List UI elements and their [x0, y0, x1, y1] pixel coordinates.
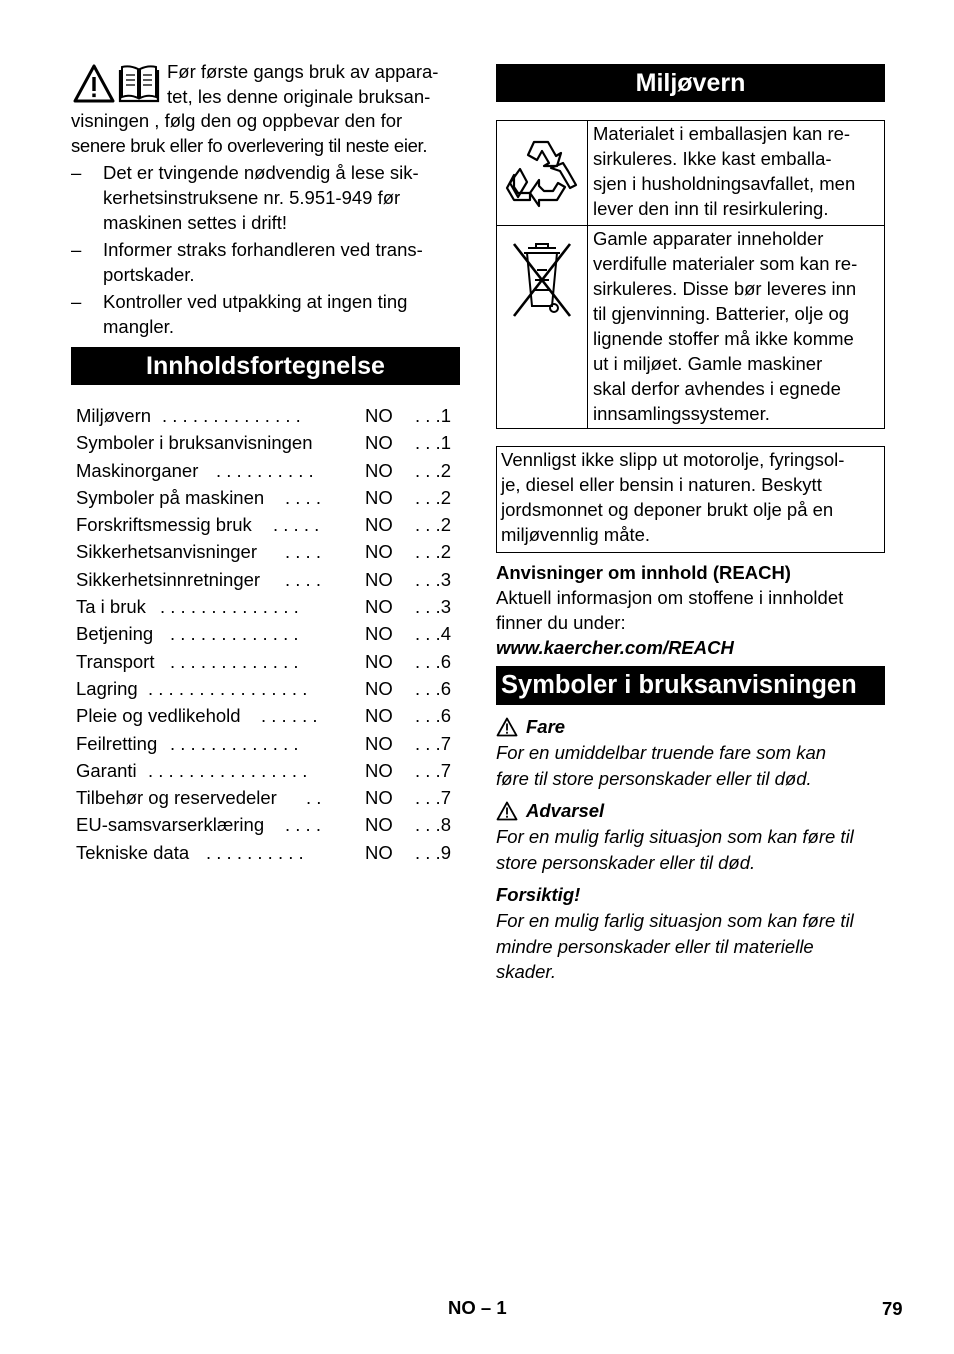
text-line: til gjenvinning. Batterier, olje og	[593, 303, 850, 324]
dash-marker: –	[71, 239, 82, 260]
toc-leader: . . . . . . . . . . . . . .	[162, 405, 301, 426]
bullet-line: Det er tvingende nødvendig å lese sik-	[103, 162, 419, 183]
caution-description	[496, 908, 885, 985]
symbols-section	[496, 713, 885, 985]
toc-page: . . .7	[415, 759, 451, 781]
text-line: skal derfor avhendes i egnede	[593, 378, 841, 399]
toc-section: NO	[365, 787, 393, 809]
toc-section: NO	[365, 814, 393, 836]
toc-entry-tekniske-data[interactable]	[71, 839, 460, 866]
toc-page: . . .8	[415, 814, 451, 836]
toc-entry-garanti[interactable]	[71, 757, 460, 784]
toc-leader: . . . .	[285, 568, 321, 590]
toc-title: Tilbehør og reservedeler	[76, 787, 277, 809]
toc-section: NO	[365, 677, 393, 699]
text-line: føre til store personskader eller til død.	[496, 767, 812, 789]
toc-section: NO	[365, 596, 393, 618]
list-item	[71, 289, 460, 339]
toc-title: Miljøvern	[76, 405, 152, 426]
toc-entry-maskinorganer[interactable]	[71, 457, 460, 484]
toc-page: . . .2	[415, 486, 451, 508]
toc-page: . . .4	[415, 623, 451, 645]
text-line: sirkuleres. Ikke kast emballa-	[593, 148, 832, 169]
bullet-line: kerhetsinstruksene nr. 5.951-949 før	[103, 187, 401, 208]
toc-section: NO	[365, 623, 393, 645]
toc-title: Pleie og vedlikehold	[76, 705, 241, 727]
warning-triangle-icon	[496, 801, 518, 821]
toc-leader: . . . . . .	[261, 705, 318, 727]
text-line: store personskader eller til død.	[496, 851, 756, 873]
toc-entry-lagring[interactable]	[71, 675, 460, 702]
intro-line-1: Før første gangs bruk av appara-	[167, 61, 439, 82]
toc-entry-symboler-pa-maskinen[interactable]	[71, 484, 460, 511]
toc-section: NO	[365, 405, 393, 426]
left-column	[71, 60, 460, 866]
toc-title: Transport	[76, 650, 155, 672]
toc-entry-sikkerhetsanvisninger[interactable]	[71, 538, 460, 565]
toc-title: Sikkerhetsinnretninger	[76, 568, 261, 590]
bullet-line: maskinen settes i drift!	[103, 212, 288, 233]
dash-marker: –	[71, 162, 82, 183]
environment-text-cell	[588, 226, 885, 429]
toc-entry-symboler-i-bruksanvisningen[interactable]	[71, 429, 460, 456]
toc-leader: . . . . . . . . . . . . .	[170, 732, 299, 754]
warning-triangle-icon	[496, 717, 518, 737]
toc-section: NO	[365, 541, 393, 563]
bullet-line: portskader.	[103, 264, 195, 285]
footer-section-label: NO – 1	[448, 1297, 507, 1318]
text-line: Materialet i emballasjen kan re-	[593, 123, 851, 144]
toc-section: NO	[365, 650, 393, 672]
toc-title: Feilretting	[76, 732, 158, 754]
text-line: mindre personskader eller til materielle	[496, 935, 814, 957]
text-line: For en umiddelbar truende fare som kan	[496, 742, 827, 763]
toc-title: Symboler på maskinen	[76, 486, 265, 508]
toc-section: NO	[365, 568, 393, 590]
reach-heading: Anvisninger om innhold (REACH)	[496, 562, 791, 583]
toc-section: NO	[365, 759, 393, 781]
toc-title: Symboler i bruksanvisningen	[76, 432, 313, 454]
toc-section: NO	[365, 732, 393, 754]
text-line: finner du under:	[496, 612, 626, 633]
toc-page: . . .6	[415, 650, 451, 672]
text-line: miljøvennlig måte.	[501, 524, 651, 545]
intro-line-3: visningen , følg den og oppbevar den for	[71, 110, 403, 131]
toc-section: NO	[365, 514, 393, 536]
bullet-line: Informer straks forhandleren ved trans-	[103, 239, 423, 260]
intro-line-4: senere bruk eller fo overlevering til neste eier.	[71, 134, 428, 156]
toc-page: . . .7	[415, 787, 451, 809]
dash-marker: –	[71, 291, 82, 312]
toc-title: Lagring	[76, 677, 138, 699]
toc-page: . . .2	[415, 514, 451, 536]
symbols-heading: Symboler i bruksanvisningen	[496, 666, 885, 705]
text-line: innsamlingssystemer.	[593, 403, 770, 424]
intro-line-2: tet, les denne originale bruksan-	[167, 85, 431, 107]
safety-bullet-list	[71, 160, 460, 339]
toc-title: EU-samsvarserklæring	[76, 814, 265, 836]
environment-icon-cell	[497, 226, 588, 429]
toc-leader: . . . . . . . . . . . . . .	[160, 596, 299, 618]
toc-leader: . . . . . . . . . . . . .	[170, 623, 299, 645]
toc-entry-feilretting[interactable]	[71, 730, 460, 757]
toc-leader: . . . .	[285, 486, 321, 508]
warning-description	[496, 824, 885, 875]
crossed-out-bin-icon	[510, 240, 574, 320]
environment-icon-cell	[497, 121, 588, 226]
toc-page: . . .1	[415, 432, 451, 454]
toc-section: NO	[365, 841, 393, 863]
text-line: jordsmonnet og deponer brukt olje på en	[501, 499, 834, 520]
text-line: Aktuell informasjon om stoffene i innholdet	[496, 587, 844, 608]
toc-section: NO	[365, 432, 393, 454]
intro-icons	[71, 62, 161, 106]
toc-entry-pleie-og-vedlikehold[interactable]	[71, 702, 460, 729]
page-number: 79	[882, 1298, 903, 1319]
toc-section: NO	[365, 486, 393, 508]
toc-title: Forskriftsmessig bruk	[76, 514, 252, 536]
intro-paragraph	[71, 60, 460, 158]
toc-entry-transport[interactable]	[71, 648, 460, 675]
toc-title: Maskinorganer	[76, 459, 199, 481]
toc-page: . . .7	[415, 732, 451, 754]
danger-heading	[496, 713, 885, 740]
toc-title: Ta i bruk	[76, 596, 146, 618]
environment-heading: Miljøvern	[496, 64, 885, 102]
toc-page: . . .6	[415, 677, 451, 699]
text-line: Gamle apparater inneholder	[593, 228, 824, 249]
toc-leader: . . . . .	[273, 514, 320, 536]
danger-title: Fare	[526, 715, 566, 737]
warning-triangle-icon	[75, 66, 113, 101]
environment-text-cell	[588, 121, 885, 226]
toc-title: Sikkerhetsanvisninger	[76, 541, 257, 563]
toc-leader: . . . . . . . . . . . . . . . .	[148, 759, 308, 781]
toc-page: . . .1	[415, 405, 451, 426]
bullet-line: mangler.	[103, 316, 174, 337]
bullet-line: Kontroller ved utpakking at ingen ting	[103, 291, 408, 312]
warning-title: Advarsel	[526, 799, 605, 821]
right-column	[496, 64, 885, 985]
toc-section: NO	[365, 705, 393, 727]
manual-book-icon	[120, 66, 158, 101]
toc-page: . . .9	[415, 841, 451, 863]
reach-link[interactable]: www.kaercher.com/REACH	[496, 637, 734, 658]
toc-entry-eu-samsvarserklaering[interactable]	[71, 811, 460, 838]
toc-leader: . . . . . . . . . .	[216, 459, 314, 481]
toc-entry-forskriftsmessig-bruk[interactable]	[71, 511, 460, 538]
toc-entry-sikkerhetsinnretninger[interactable]	[71, 566, 460, 593]
toc-page: . . .6	[415, 705, 451, 727]
toc-entry-tilbehor-og-reservedeler[interactable]	[71, 784, 460, 811]
toc-page: . . .3	[415, 568, 451, 590]
toc-title: Tekniske data	[76, 841, 190, 863]
toc-page: . . .2	[415, 541, 451, 563]
toc-title: Garanti	[76, 759, 137, 781]
oil-note-box	[496, 446, 885, 553]
toc-leader: . .	[306, 787, 322, 809]
toc-heading: Innholdsfortegnelse	[71, 347, 460, 385]
text-line: je, diesel eller bensin i naturen. Beskytt	[501, 474, 822, 495]
recycling-icon	[504, 133, 580, 209]
toc-entry-betjening[interactable]	[71, 620, 460, 647]
toc-section: NO	[365, 459, 393, 481]
toc-leader: . . . . . . . . . .	[206, 841, 304, 863]
text-line: verdifulle materialer som kan re-	[593, 253, 858, 274]
toc-leader: . . . . . . . . . . . . . . . .	[148, 677, 308, 699]
reach-section	[496, 560, 885, 660]
caution-heading	[496, 881, 885, 908]
danger-description	[496, 740, 885, 791]
environment-table	[496, 120, 885, 429]
text-line: For en mulig farlig situasjon som kan føre til	[496, 826, 854, 847]
text-line: For en mulig farlig situasjon som kan føre til	[496, 910, 854, 931]
text-line: ut i miljøet. Gamle maskiner	[593, 353, 823, 374]
toc-page: . . .3	[415, 596, 451, 618]
warning-heading	[496, 797, 885, 824]
toc-title: Betjening	[76, 623, 154, 645]
toc-leader: . . . . . . . . . . . . .	[170, 650, 299, 672]
toc-leader: . . . .	[285, 814, 321, 836]
list-item	[71, 237, 460, 287]
text-line: skader.	[496, 961, 556, 982]
toc-leader: . . . .	[285, 541, 321, 563]
table-row	[497, 121, 885, 226]
table-row	[497, 226, 885, 429]
list-item	[71, 160, 460, 235]
text-line: lever den inn til resirkulering.	[593, 198, 829, 219]
toc-page: . . .2	[415, 459, 451, 481]
text-line: sirkuleres. Disse bør leveres inn	[593, 278, 857, 299]
text-line: lignende stoffer må ikke komme	[593, 328, 854, 349]
table-of-contents	[71, 402, 460, 866]
toc-entry-ta-i-bruk[interactable]	[71, 593, 460, 620]
text-line: sjen i husholdningsavfallet, men	[593, 173, 856, 194]
text-line: Vennligst ikke slipp ut motorolje, fyringsol-	[501, 449, 845, 470]
toc-entry-miljovern[interactable]	[71, 402, 460, 429]
caution-title: Forsiktig!	[496, 883, 581, 905]
